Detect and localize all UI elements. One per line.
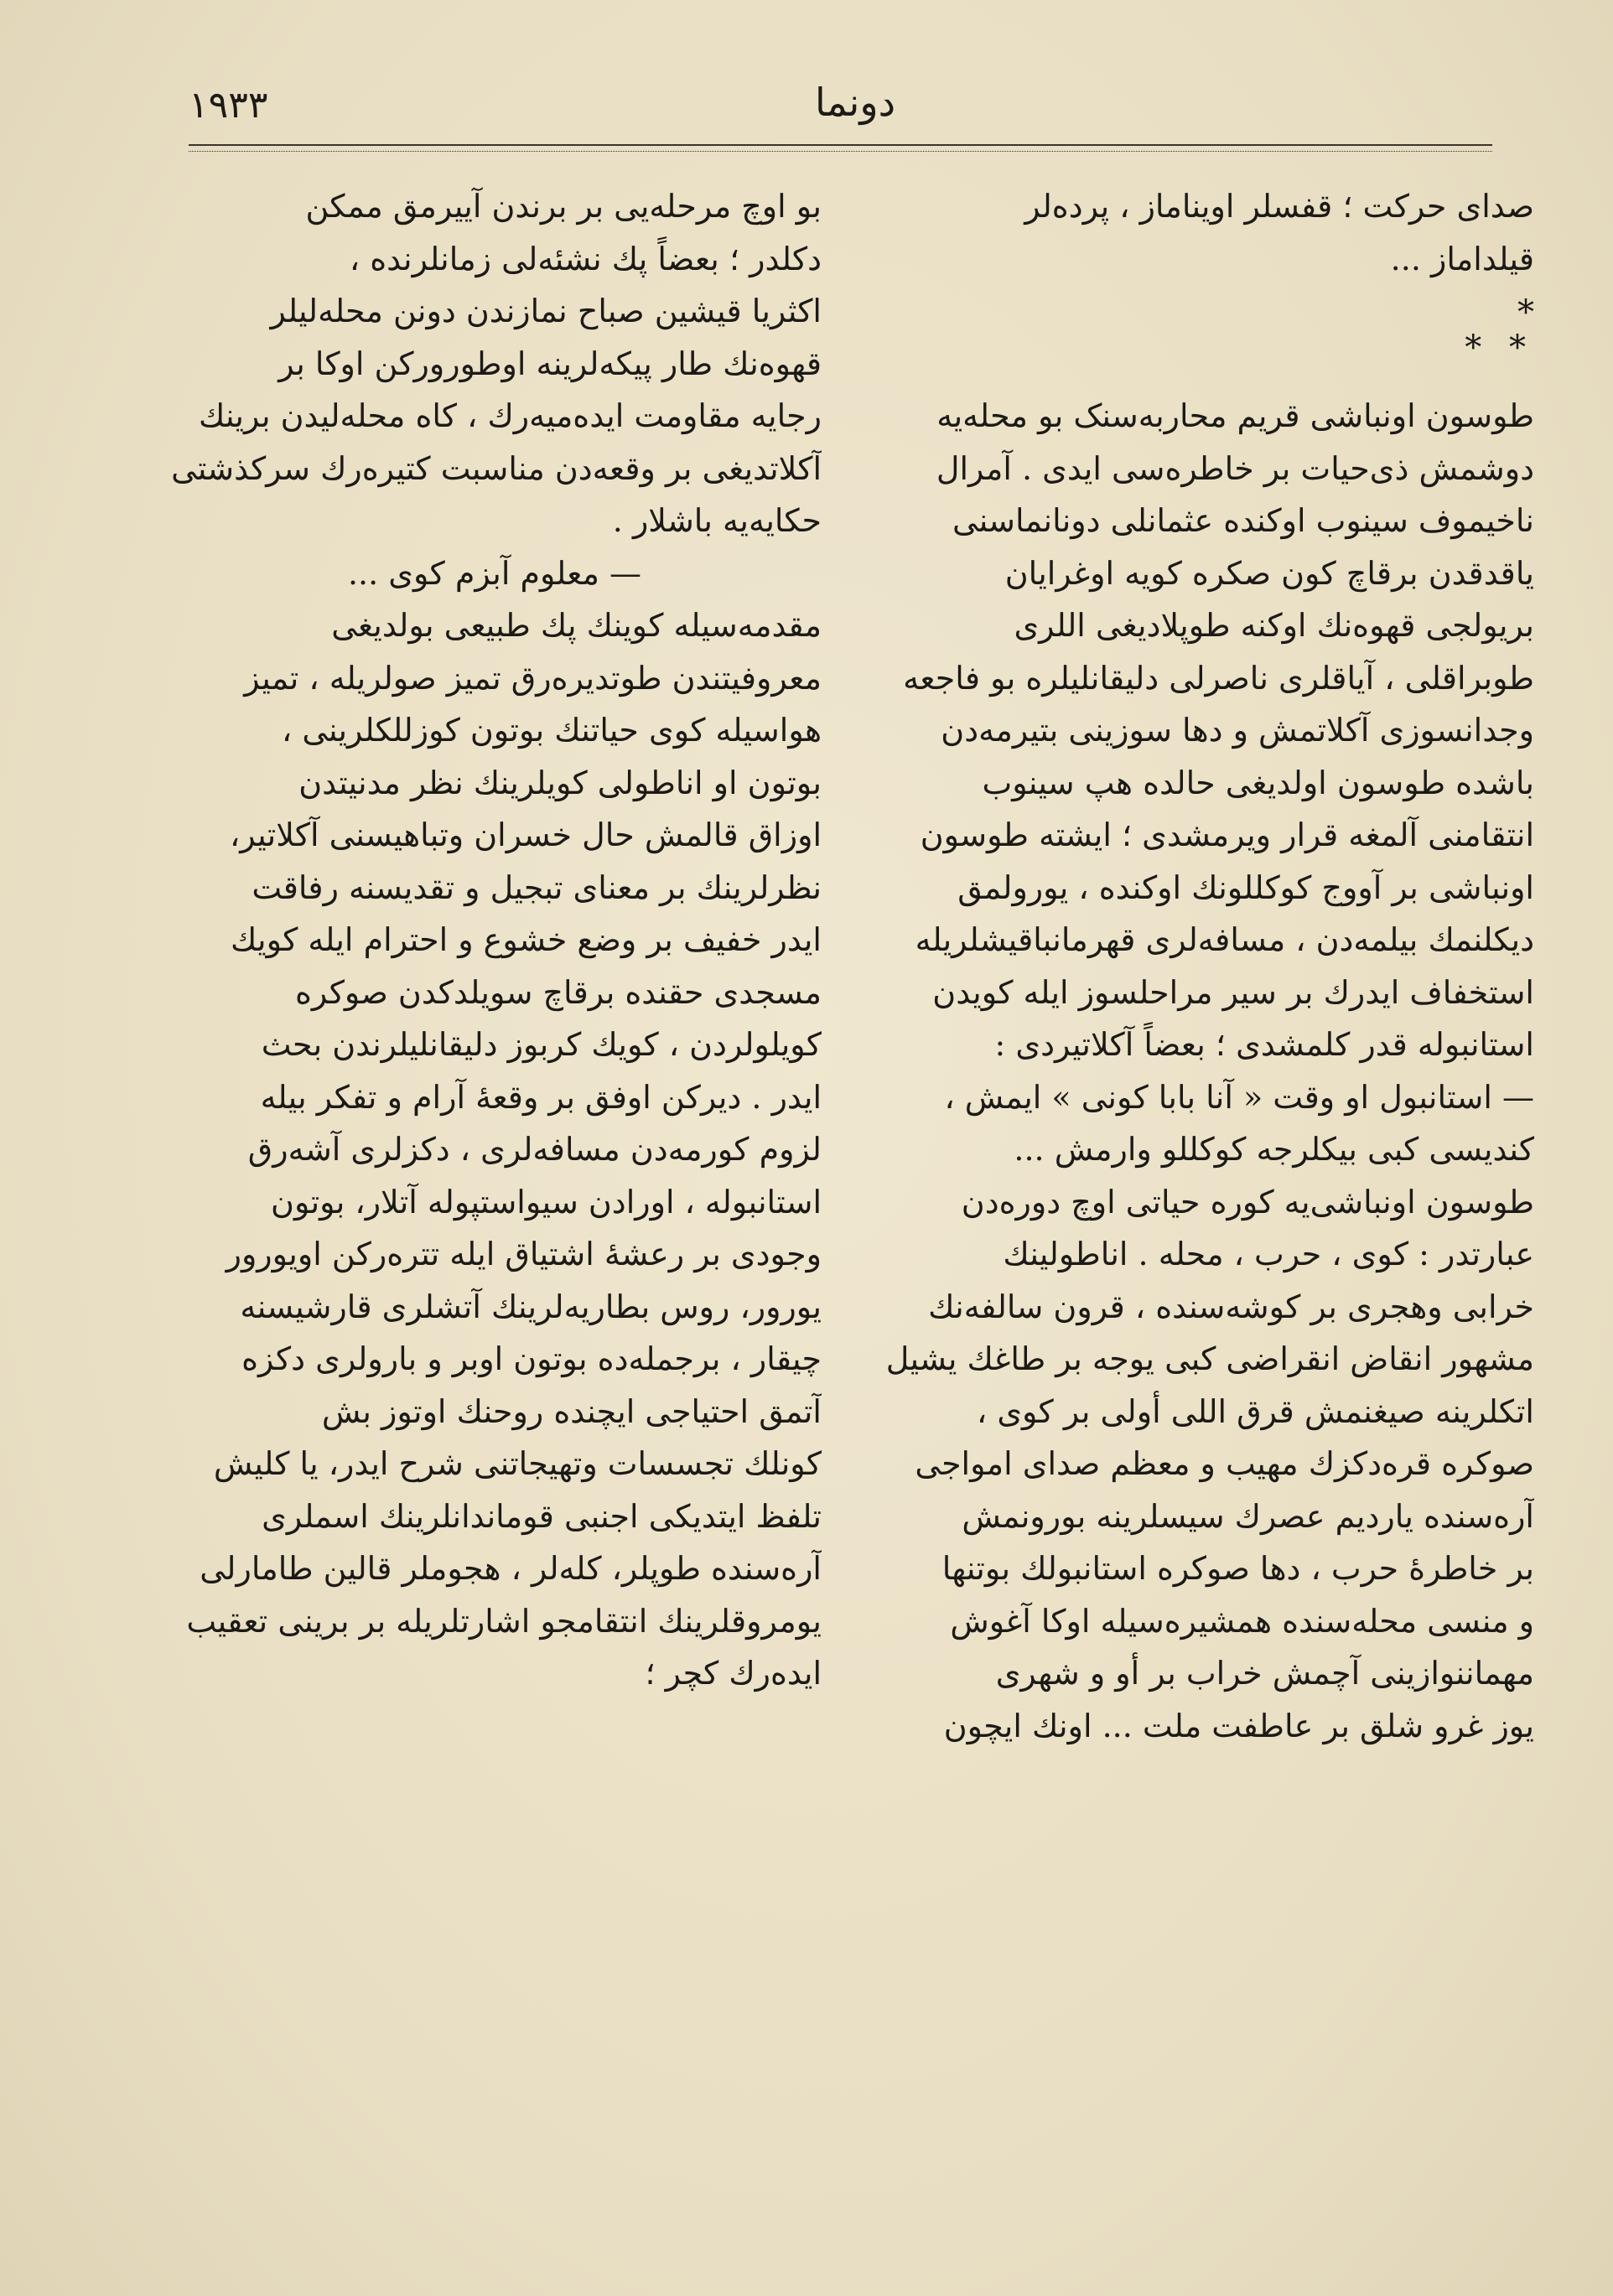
text-line: استانبوله ، اورادن سیواستپوله آتلار، بوتون (271, 1183, 822, 1221)
text-line: آتمق احتیاجی ایچنده روحنك اوتوز بش (321, 1392, 822, 1430)
separator-star-top: * (1517, 293, 1534, 332)
text-line: ایدر خفیف بر وضع خشوع و احترام ایله کویك (231, 921, 822, 958)
text-line: تلفظ ایتدیکی اجنبی قوماندانلرینك اسملری (262, 1497, 822, 1535)
text-line: — استانبول او وقت « آنا بابا کونی » ایمش ، (944, 1078, 1534, 1116)
text-line: یومروقلرینك انتقامجو اشارتلریله بر برینی تعقیب (186, 1602, 822, 1640)
text-line: اونباشی بر آووج کوکللونك اوکنده ، یورولمق (957, 868, 1534, 906)
text-line: کویلولردن ، کویك کربوز دلیقانلیلرندن بحث (261, 1026, 822, 1063)
text-line: اکثریا قیشین صباح نمازندن دونن محله‌لیلر (270, 293, 822, 329)
text-line: مقدمه‌سیله کوینك پك طبیعی بولدیغی (331, 607, 822, 644)
text-line: استانبوله قدر کلمشدی ؛ بعضاً آکلاتیردی : (994, 1026, 1534, 1063)
text-line: و منسی محله‌سنده همشیره‌سیله اوکا آغوش (950, 1602, 1534, 1640)
text-line: صدای حرکت ؛ قفسلر اویناماز ، پرده‌لر (1024, 188, 1534, 225)
text-line: قیلداماز ... (1390, 240, 1534, 277)
section-separator (880, 285, 1534, 390)
text-line: آره‌سنده طوپلر، کله‌لر ، هجوملر قالین طامارلی (200, 1550, 822, 1587)
text-line: اتکلرینه صیغنمش قرق اللی أولی بر کوی ، (976, 1392, 1534, 1430)
text-line: ایدر . دیرکن اوفق بر وقعهٔ آرام و تفکر بیله (260, 1078, 822, 1116)
text-line: رجایه مقاومت ایده‌میه‌رك ، کاه محله‌لیدن برینك (198, 397, 822, 434)
text-line: باشده طوسون اولدیغی حالده هپ سینوب (982, 764, 1534, 801)
text-line: ایده‌رك کچر ؛ (645, 1655, 822, 1692)
text-line: عبارتدر : کوی ، حرب ، محله . اناطولینك (1003, 1236, 1534, 1272)
text-line: بریولجی قهوه‌نك اوکنه طوپلادیغی اللری (1014, 607, 1534, 644)
text-line: یاقدقدن برقاچ کون صکره کویه اوغرایان (1004, 554, 1534, 592)
page-header (0, 0, 1613, 159)
text-line: قهوه‌نك طار پیکه‌لرینه اوطورورکن اوکا بر (278, 345, 822, 382)
text-line: مهماننوازینی آچمش خراب بر أو و شهری (995, 1655, 1534, 1692)
text-line: طوسون اونباشی قریم محاربه‌سنک بو محله‌یه (936, 397, 1534, 434)
separator-stars-bottom: * * (1465, 329, 1534, 367)
text-line: آره‌سنده یاردیم عصرك سیسلرینه بورونمش (962, 1497, 1534, 1535)
text-line: خرابی وهجری بر کوشه‌سنده ، قرون سالفه‌نك (928, 1288, 1534, 1325)
text-line: حکایه‌یه باشلار . (612, 502, 822, 539)
text-line: یورور، روس بطاریه‌لرینك آتشلری قارشیسنه (240, 1288, 822, 1325)
text-line: هواسیله کوی حیاتنك بوتون کوزللكلرینی ، (281, 712, 822, 749)
text-line: وجودی بر رعشهٔ اشتیاق ایله تتره‌رکن اویورور (226, 1236, 822, 1272)
text-line: بر خاطرهٔ حرب ، دها صوکره استانبولك بوتنها (941, 1550, 1534, 1587)
text-line: طوسون اونباشی‌یه کوره حیاتی اوچ دوره‌دن (961, 1183, 1534, 1221)
text-line: صوکره قره‌دکزك مهیب و معظم صدای امواجی (915, 1445, 1534, 1482)
text-line: اوزاق قالمش حال خسران وتباهیسنی آکلاتیر، (229, 816, 822, 853)
right-column-main-paragraph (880, 390, 1534, 1752)
text-line: کونلك تجسسات وتهیجاتنی شرح ایدر، یا کلیش (213, 1445, 822, 1482)
text-line: آکلاتدیغی بر وقعه‌دن مناسبت کتیره‌رك سرکذشتی (171, 449, 822, 487)
text-line: بوتون او اناطولی کویلرینك نظر مدنیتدن (298, 764, 822, 801)
running-title: دونما (814, 80, 896, 125)
section-heading: — معلوم آبزم کوی ... (347, 554, 642, 592)
text-line: وجدانسوزی آکلاتمش و دها سوزینی بتیرمه‌دن (941, 712, 1534, 749)
left-column-top-paragraph (168, 180, 822, 547)
text-line: دکلدر ؛ بعضاً پك نشئه‌لی زمانلرنده ، (349, 240, 822, 277)
text-line: انتقامنی آلمغه قرار ویرمشدی ؛ ایشته طوسون (920, 816, 1534, 853)
text-line: مشهور انقاض انقراضی کبی یوجه بر طاغك یشیل (885, 1340, 1534, 1377)
text-line: نظرلرینك بر معنای تبجیل و تقدیسنه رفاقت (252, 868, 822, 906)
text-line: دوشمش ذی‌حیات بر خاطره‌سی ایدی . آمرال (936, 449, 1534, 487)
text-line: استخفاف ایدرك بر سیر مراحلسوز ایله کویدن (932, 973, 1534, 1011)
text-line: یوز غرو شلق بر عاطفت ملت ... اونك ایچون (943, 1707, 1534, 1744)
text-line: بو اوچ مرحله‌یی بر برندن آییرمق ممکن (305, 188, 822, 225)
text-line: چیقار ، برجمله‌ده بوتون اوبر و بارولری دکزه (241, 1340, 822, 1377)
text-line: ناخیموف سینوب اوکنده عثمانلی دونانماسنی (952, 502, 1534, 539)
text-line: معروفیتندن طوتدیره‌رق تمیز صولریله ، تمیز (244, 659, 822, 697)
page-number: ١٩٣٣ (189, 84, 268, 127)
right-column (880, 180, 1534, 1752)
text-line: لزوم کورمه‌دن مسافه‌لری ، دکزلری آشه‌رق (247, 1131, 822, 1168)
header-rule (189, 144, 1492, 152)
text-line: طوبراقلی ، آیاقلری ناصرلی دلیقانلیلره بو فاجعه‌ (903, 659, 1534, 697)
text-line: دیکلنمك بیلمه‌دن ، مسافه‌لری قهرمانباقیشلریله (915, 921, 1534, 958)
right-column-top-paragraph (880, 180, 1534, 285)
text-line: کندیسی کبی بیکلرجه کوکللو وارمش ... (1014, 1131, 1534, 1168)
left-column (168, 180, 822, 1700)
left-column-main-paragraph (168, 599, 822, 1700)
text-line: مسجدی حقنده برقاچ سویلدکدن صوکره (294, 973, 822, 1011)
